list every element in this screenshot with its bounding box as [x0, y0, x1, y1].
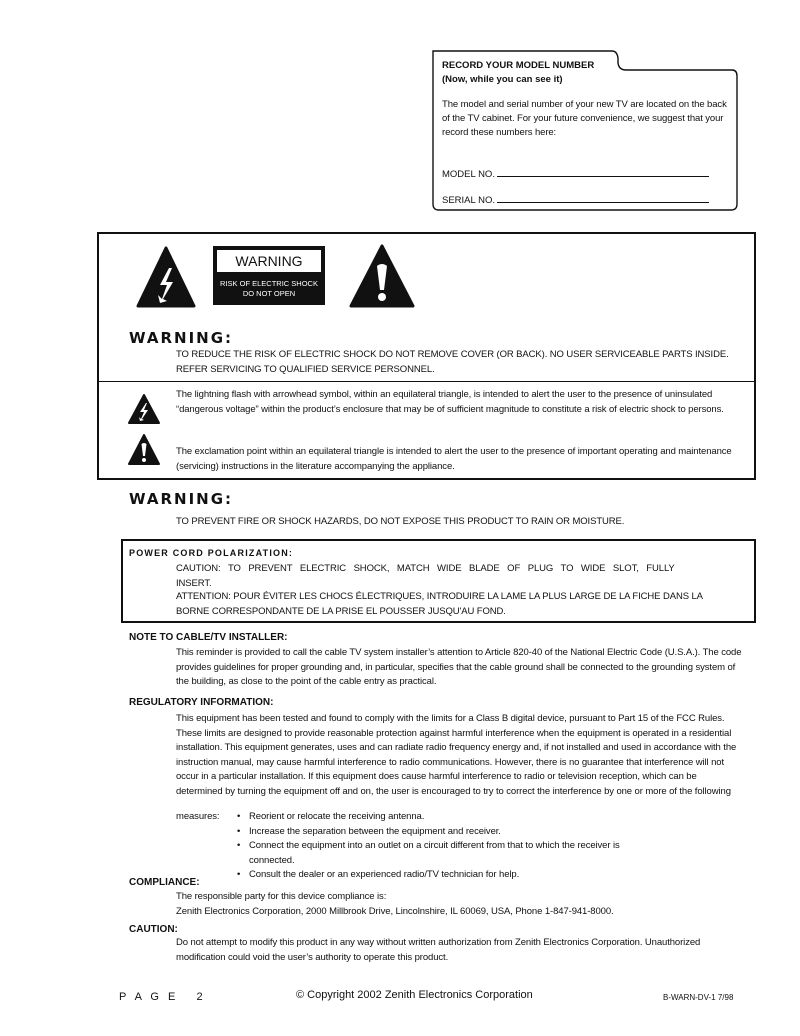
warning-label-line2: DO NOT OPEN [242, 289, 296, 298]
measure-item: • Connect the equipment into an outlet on a circuit different from that to which the receiver is connected. [237, 839, 657, 868]
measure-item: • Increase the separation between the equipment and receiver. [237, 825, 657, 840]
regulatory-text: This equipment has been tested and found to comply with the limits for a Class B digital device, pursuant to Part 15 of the FCC Rules. These limits are designed to provide reasonable protection against harmful interference when the equipment is operated in a residential installation. This equipment generates, uses and can radiate radio frequency energy and, if not installed and used in accordance with the instruction manual, may cause harmful interference to radio communications. However, there is no guarantee that interference will not occur in a particular installation. If this equipment does cause harmful interference to radio or television reception, which can be determined by turning the equipment off and on, the user is encouraged to try to correct the interference by one or more of the following [176, 713, 737, 797]
record-instructions: The model and serial number of your new TV are located on the back of the TV cabinet. For your future convenience, we suggest that your record these numbers here: [442, 99, 727, 138]
document-code: B-WARN-DV-1 7/98 [663, 993, 734, 1002]
warning-label-line1: RISK OF ELECTRIC SHOCK [220, 279, 318, 288]
model-number-field[interactable] [442, 166, 709, 180]
cable-note-text: This reminder is provided to call the cable TV system installer’s attention to Article 820-40 of the National Electric Code (U.S.A.). The code provides guidelines for proper grounding and, in particular, specifies that the cable ground shall be connected to the grounding system of the building, as close to the point of the cable entry as practical. [176, 647, 742, 687]
exclamation-triangle-icon [349, 244, 415, 308]
warning-label-box [213, 246, 325, 305]
exclamation-small-icon [127, 433, 161, 466]
measure-item: • Reorient or relocate the receiving antenna. [237, 810, 657, 825]
warning-divider [99, 381, 754, 382]
record-title [442, 59, 594, 86]
record-title-line2: (Now, while you can see it) [442, 73, 563, 85]
regulatory-heading: REGULATORY INFORMATION: [129, 697, 274, 708]
model-number-label: MODEL NO. [442, 169, 495, 180]
power-cord-box [121, 539, 756, 623]
warning2-text: TO PREVENT FIRE OR SHOCK HAZARDS, DO NOT EXPOSE THIS PRODUCT TO RAIN OR MOISTURE. [176, 516, 625, 527]
measures-label: measures: [176, 811, 220, 822]
warning-label-title: WARNING [217, 250, 321, 272]
warning-label-text [213, 279, 325, 299]
power-cord-heading: POWER CORD POLARIZATION: [129, 548, 294, 558]
record-model-number-box [432, 50, 738, 210]
caution-heading: CAUTION: [129, 924, 178, 935]
warning2-heading: WARNING: [129, 490, 234, 508]
cable-note-heading: NOTE TO CABLE/TV INSTALLER: [129, 632, 288, 643]
compliance-line2: Zenith Electronics Corporation, 2000 Millbrook Drive, Lincolnshire, IL 60069, USA, Phone 1-847-941-8000. [176, 905, 614, 917]
serial-number-field[interactable] [442, 192, 709, 206]
power-cord-attention: ATTENTION: POUR ÉVITER LES CHOCS ÉLECTRIQUES, INTRODUIRE LA LAME LA PLUS LARGE DE LA FICHE DANS LA BORNE CORRESPONDANTE DE LA PRISE EL POUSSER JUSQU'AU FOND. [176, 591, 703, 617]
warning-box [97, 232, 756, 480]
measures-list [237, 810, 657, 883]
measure-item: • Consult the dealer or an experienced radio/TV technician for help. [237, 868, 657, 883]
page-number: P A G E 2 [119, 991, 206, 1003]
lightning-small-icon [127, 393, 161, 425]
lightning-triangle-icon [136, 246, 196, 308]
compliance-line1: The responsible party for this device compliance is: [176, 891, 387, 902]
serial-number-label: SERIAL NO. [442, 195, 495, 206]
warning1-heading: WARNING: [129, 329, 234, 347]
record-title-line1: RECORD YOUR MODEL NUMBER [442, 60, 595, 71]
warning1-text: TO REDUCE THE RISK OF ELECTRIC SHOCK DO NOT REMOVE COVER (OR BACK). NO USER SERVICEABLE PARTS INSIDE. REFER SERVICING TO QUALIFIED SERVICE PERSONNEL. [176, 349, 729, 375]
caution-text: Do not attempt to modify this product in any way without written authorization from Zenith Electronics Corporation. Unauthorized modification could void the user’s authority to operate this product. [176, 937, 701, 963]
compliance-heading: COMPLIANCE: [129, 877, 200, 888]
model-number-line[interactable] [497, 166, 709, 177]
exclamation-explanation: The exclamation point within an equilateral triangle is intended to alert the user to the presence of important operating and maintenance (servicing) instructions in the literature accompanying the appliance. [176, 446, 732, 472]
serial-number-line[interactable] [497, 192, 709, 203]
copyright: © Copyright 2002 Zenith Electronics Corporation [296, 989, 533, 1001]
lightning-explanation: The lightning flash with arrowhead symbol, within an equilateral triangle, is intended to alert the user to the presence of uninsulated “dangerous voltage” within the product’s enclosure that may be of sufficient magnitude to constitute a risk of electric shock to persons. [176, 389, 724, 415]
power-cord-caution: CAUTION: TO PREVENT ELECTRIC SHOCK, MATCH WIDE BLADE OF PLUG TO WIDE SLOT, FULLY INSERT. [176, 563, 675, 589]
compliance-text [176, 890, 742, 919]
